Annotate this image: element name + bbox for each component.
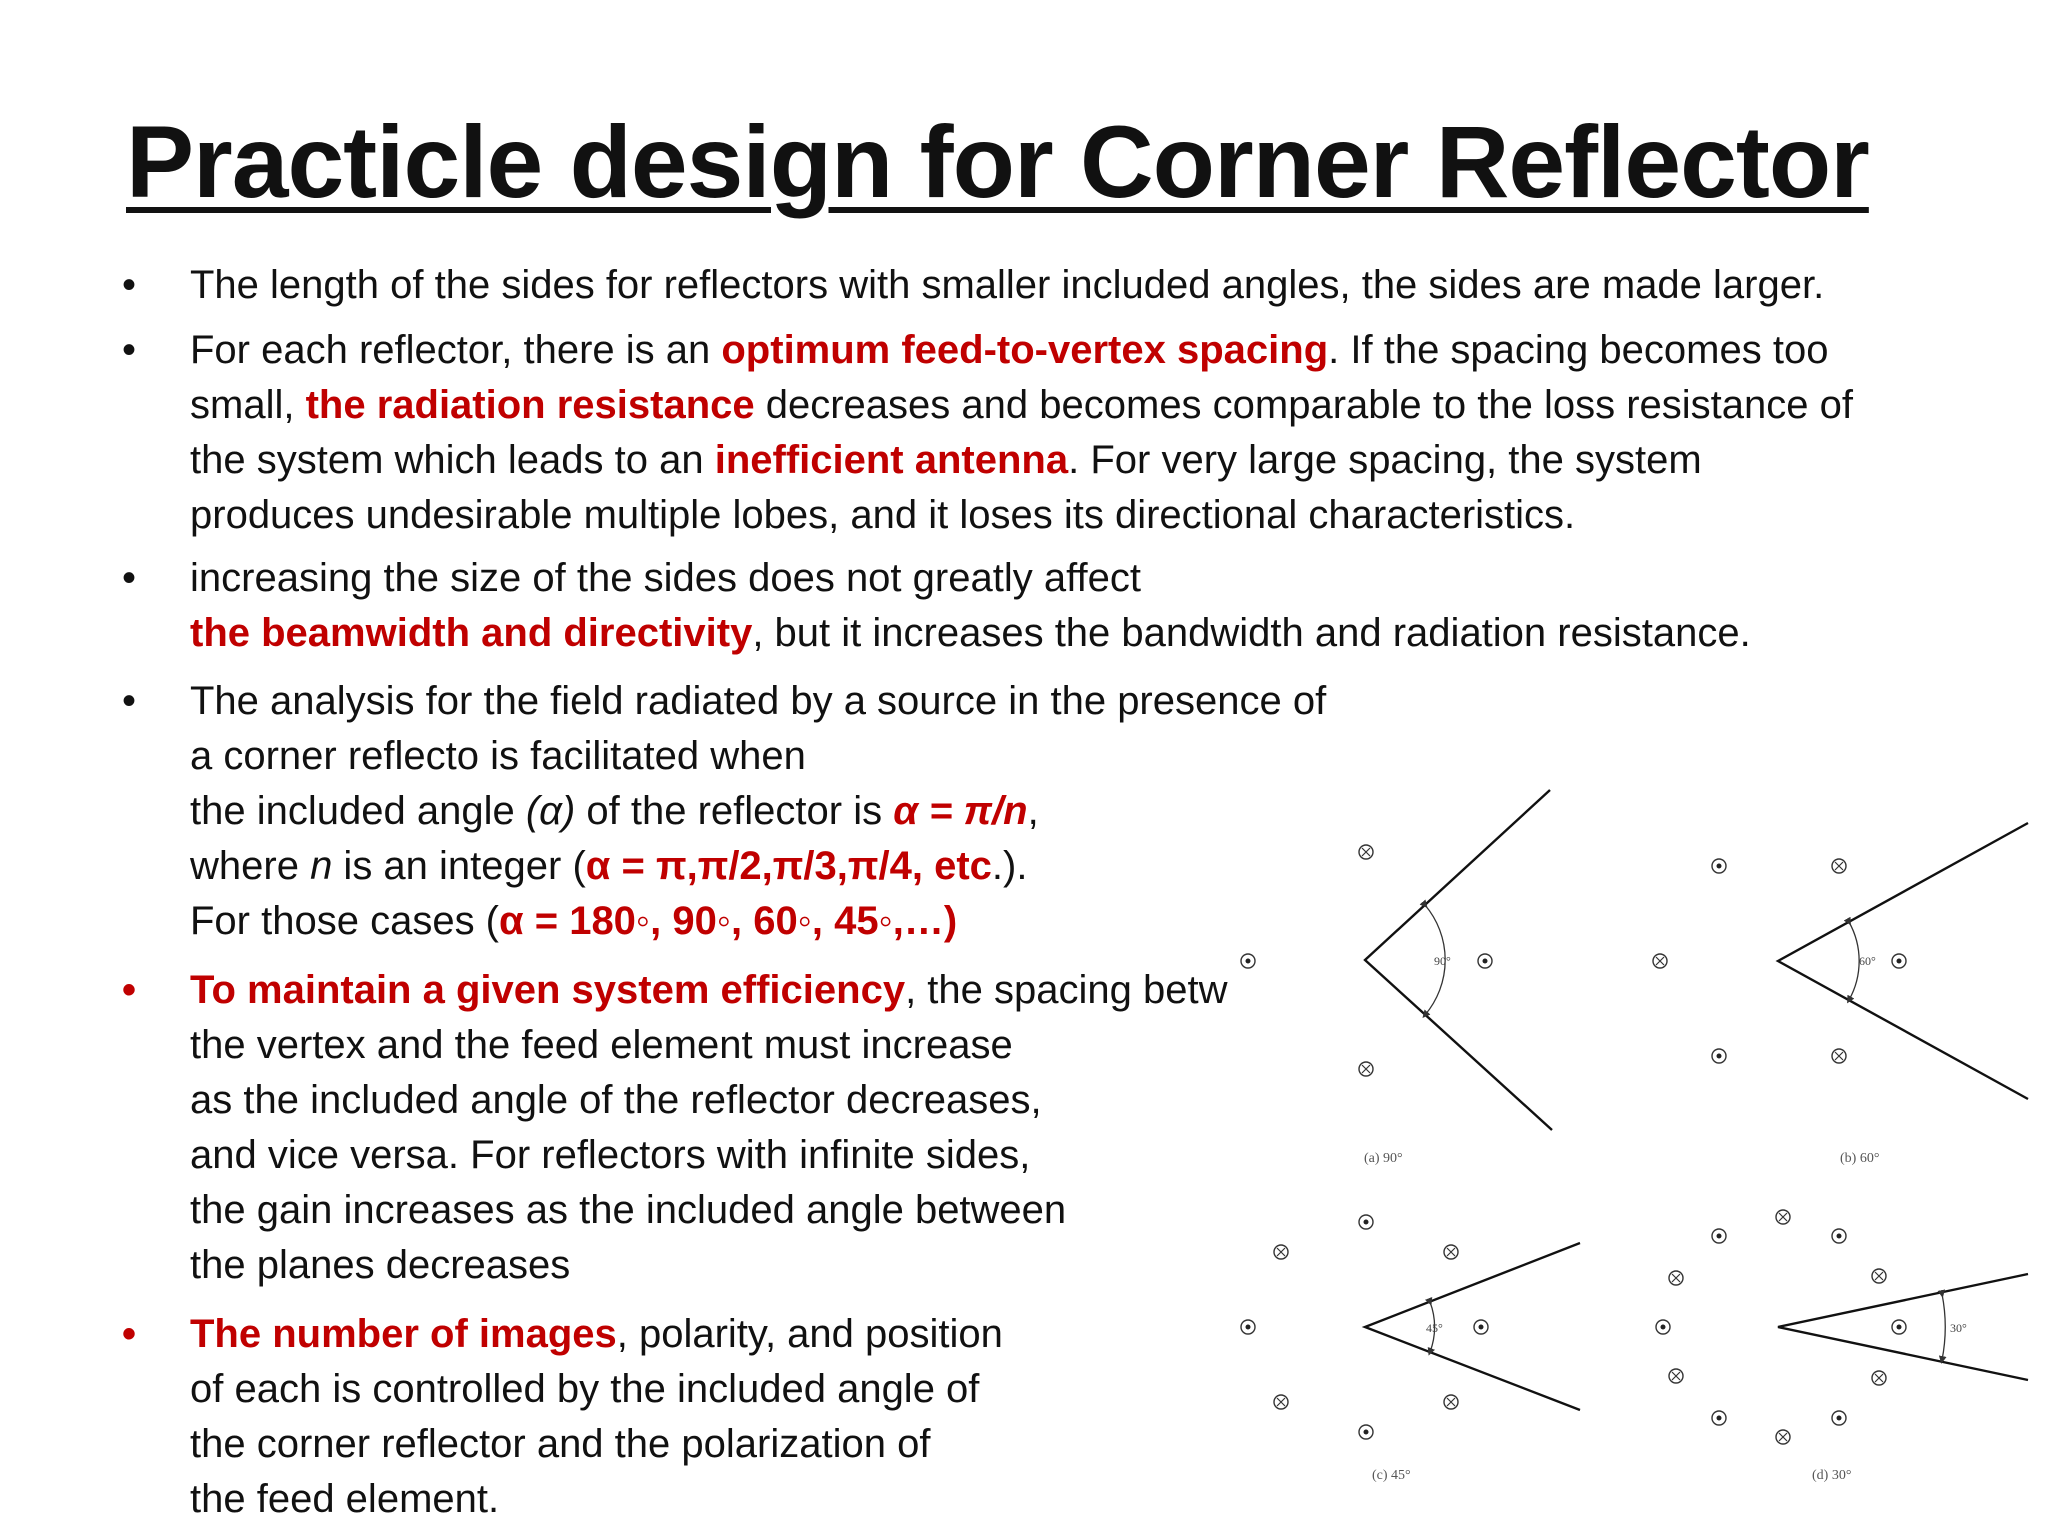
bullet-marker: • — [122, 263, 137, 307]
text-segment: , polarity, and position — [616, 1312, 1003, 1356]
text-segment: small, — [190, 383, 306, 427]
text-segment: increasing the size of the sides does not greatly affect — [190, 556, 1141, 600]
text-line — [190, 839, 1326, 894]
panel-c-45 — [1241, 1215, 1580, 1483]
highlight-text: To maintain a given system efficiency — [190, 968, 906, 1012]
highlight-text: α = π/n — [893, 789, 1028, 833]
feed-element — [1474, 1320, 1488, 1334]
highlight-text: inefficient antenna — [714, 438, 1069, 482]
text-line — [190, 1073, 1227, 1128]
text-line — [190, 1417, 1003, 1472]
image-element — [1241, 1320, 1255, 1334]
text-segment: . If the spacing becomes too — [1328, 328, 1829, 372]
panel-caption: (b) 60° — [1840, 1151, 1880, 1166]
angle-label: 60° — [1859, 954, 1876, 968]
image-element — [1712, 1049, 1726, 1063]
bullet-text — [190, 551, 1751, 661]
highlight-text: the beamwidth and directivity — [190, 611, 753, 655]
image-element — [1872, 1371, 1886, 1385]
text-line — [190, 1362, 1003, 1417]
image-element — [1776, 1210, 1790, 1224]
text-segment: , the spacing betw — [905, 968, 1228, 1012]
angle-label: 90° — [1434, 954, 1451, 968]
text-line — [190, 1018, 1227, 1073]
text-segment: is an integer ( — [332, 844, 586, 888]
image-element — [1359, 845, 1373, 859]
text-line — [190, 378, 1853, 433]
text-segment: decreases and becomes comparable to the loss resistance of — [754, 383, 1854, 427]
text-segment: . For very large spacing, the system — [1068, 438, 1702, 482]
bullet-text — [190, 323, 1853, 543]
text-segment: the vertex and the feed element must increase — [190, 1023, 1013, 1067]
bullet-marker: • — [122, 328, 137, 372]
text-line — [190, 551, 1751, 606]
text-segment: of the reflector is — [575, 789, 894, 833]
text-segment: (α) — [525, 789, 576, 833]
image-element — [1712, 1229, 1726, 1243]
bullet-text — [190, 258, 1824, 313]
image-element — [1444, 1245, 1458, 1259]
image-element — [1712, 1411, 1726, 1425]
text-segment: For each reflector, there is an — [190, 328, 722, 372]
text-segment: .). — [991, 844, 1028, 888]
panel-caption: (d) 30° — [1812, 1468, 1852, 1483]
image-element — [1653, 954, 1667, 968]
image-element — [1832, 859, 1846, 873]
text-segment: a corner reflecto is facilitated when — [190, 734, 806, 778]
image-element — [1712, 859, 1726, 873]
text-segment: , but it increases the bandwidth and radiation resistance. — [752, 611, 1751, 655]
bullet-marker: • — [122, 679, 137, 723]
text-line — [190, 1238, 1227, 1293]
text-line — [190, 1472, 1003, 1527]
bullet-text — [190, 963, 1227, 1293]
image-element — [1656, 1320, 1670, 1334]
text-line — [190, 488, 1853, 543]
text-line — [190, 1307, 1003, 1362]
image-element — [1241, 954, 1255, 968]
text-line — [190, 606, 1751, 661]
bullet-marker: • — [122, 556, 137, 600]
image-element — [1359, 1425, 1373, 1439]
text-segment: The length of the sides for reflectors with smaller included angles, the sides are made larger. — [190, 263, 1825, 307]
reflector-sides — [1365, 1243, 1580, 1410]
feed-element — [1478, 954, 1492, 968]
highlight-text: α = 180◦, 90◦, 60◦, 45◦,…) — [499, 899, 958, 943]
angle-arc — [1849, 922, 1859, 1000]
bullet-text — [190, 1307, 1003, 1527]
text-segment: the system which leads to an — [190, 438, 715, 482]
bullet-marker: • — [122, 968, 137, 1012]
panel-a-90 — [1241, 790, 1552, 1166]
text-line — [190, 323, 1853, 378]
text-segment: the corner reflector and the polarization of — [190, 1422, 931, 1466]
slide-title: Practicle design for Corner Reflector — [126, 105, 1869, 219]
text-line — [190, 1128, 1227, 1183]
feed-element — [1892, 954, 1906, 968]
text-segment: n — [310, 844, 333, 888]
panel-caption: (a) 90° — [1364, 1151, 1403, 1166]
text-line — [190, 784, 1326, 839]
corner-reflector-figure — [1200, 760, 2048, 1536]
angle-label: 45° — [1426, 1321, 1443, 1335]
highlight-text: optimum feed-to-vertex spacing — [721, 328, 1329, 372]
image-element — [1274, 1245, 1288, 1259]
angle-arc — [1942, 1294, 1945, 1360]
text-segment: For those cases ( — [190, 899, 500, 943]
angle-label: 30° — [1950, 1321, 1967, 1335]
highlight-text: the radiation resistance — [305, 383, 755, 427]
image-element — [1359, 1215, 1373, 1229]
bullet-text — [190, 674, 1326, 949]
image-element — [1832, 1411, 1846, 1425]
text-segment: where — [190, 844, 311, 888]
text-line — [190, 963, 1227, 1018]
image-element — [1359, 1062, 1373, 1076]
image-element — [1832, 1229, 1846, 1243]
text-segment: produces undesirable multiple lobes, and it loses its directional characteristics. — [190, 493, 1576, 537]
feed-element — [1892, 1320, 1906, 1334]
image-element — [1274, 1395, 1288, 1409]
panel-caption: (c) 45° — [1372, 1468, 1411, 1483]
text-segment: the planes decreases — [190, 1243, 571, 1287]
text-segment: the feed element. — [190, 1477, 500, 1521]
text-line — [190, 894, 1326, 949]
text-segment: The analysis for the field radiated by a source in the presence of — [190, 679, 1327, 723]
text-line — [190, 729, 1326, 784]
bullet-marker: • — [122, 1312, 137, 1356]
text-segment: of each is controlled by the included angle of — [190, 1367, 980, 1411]
image-element — [1832, 1049, 1846, 1063]
text-segment: the gain increases as the included angle between — [190, 1188, 1067, 1232]
panel-b-60 — [1653, 823, 2028, 1166]
text-segment: and vice versa. For reflectors with infinite sides, — [190, 1133, 1031, 1177]
image-element — [1669, 1369, 1683, 1383]
image-element — [1872, 1269, 1886, 1283]
image-element — [1444, 1395, 1458, 1409]
image-element — [1776, 1430, 1790, 1444]
text-segment: as the included angle of the reflector decreases, — [190, 1078, 1042, 1122]
text-line — [190, 1183, 1227, 1238]
reflector-sides — [1778, 823, 2028, 1099]
reflector-sides — [1778, 1274, 2028, 1380]
panel-d-30 — [1656, 1210, 2028, 1483]
reflector-sides — [1365, 790, 1552, 1130]
highlight-text: The number of images — [190, 1312, 617, 1356]
text-line — [190, 433, 1853, 488]
text-segment: , — [1027, 789, 1039, 833]
text-segment: the included angle — [190, 789, 526, 833]
image-element — [1669, 1271, 1683, 1285]
highlight-text: α = π,π/2,π/3,π/4, etc — [585, 844, 992, 888]
text-line — [190, 258, 1824, 313]
text-line — [190, 674, 1326, 729]
